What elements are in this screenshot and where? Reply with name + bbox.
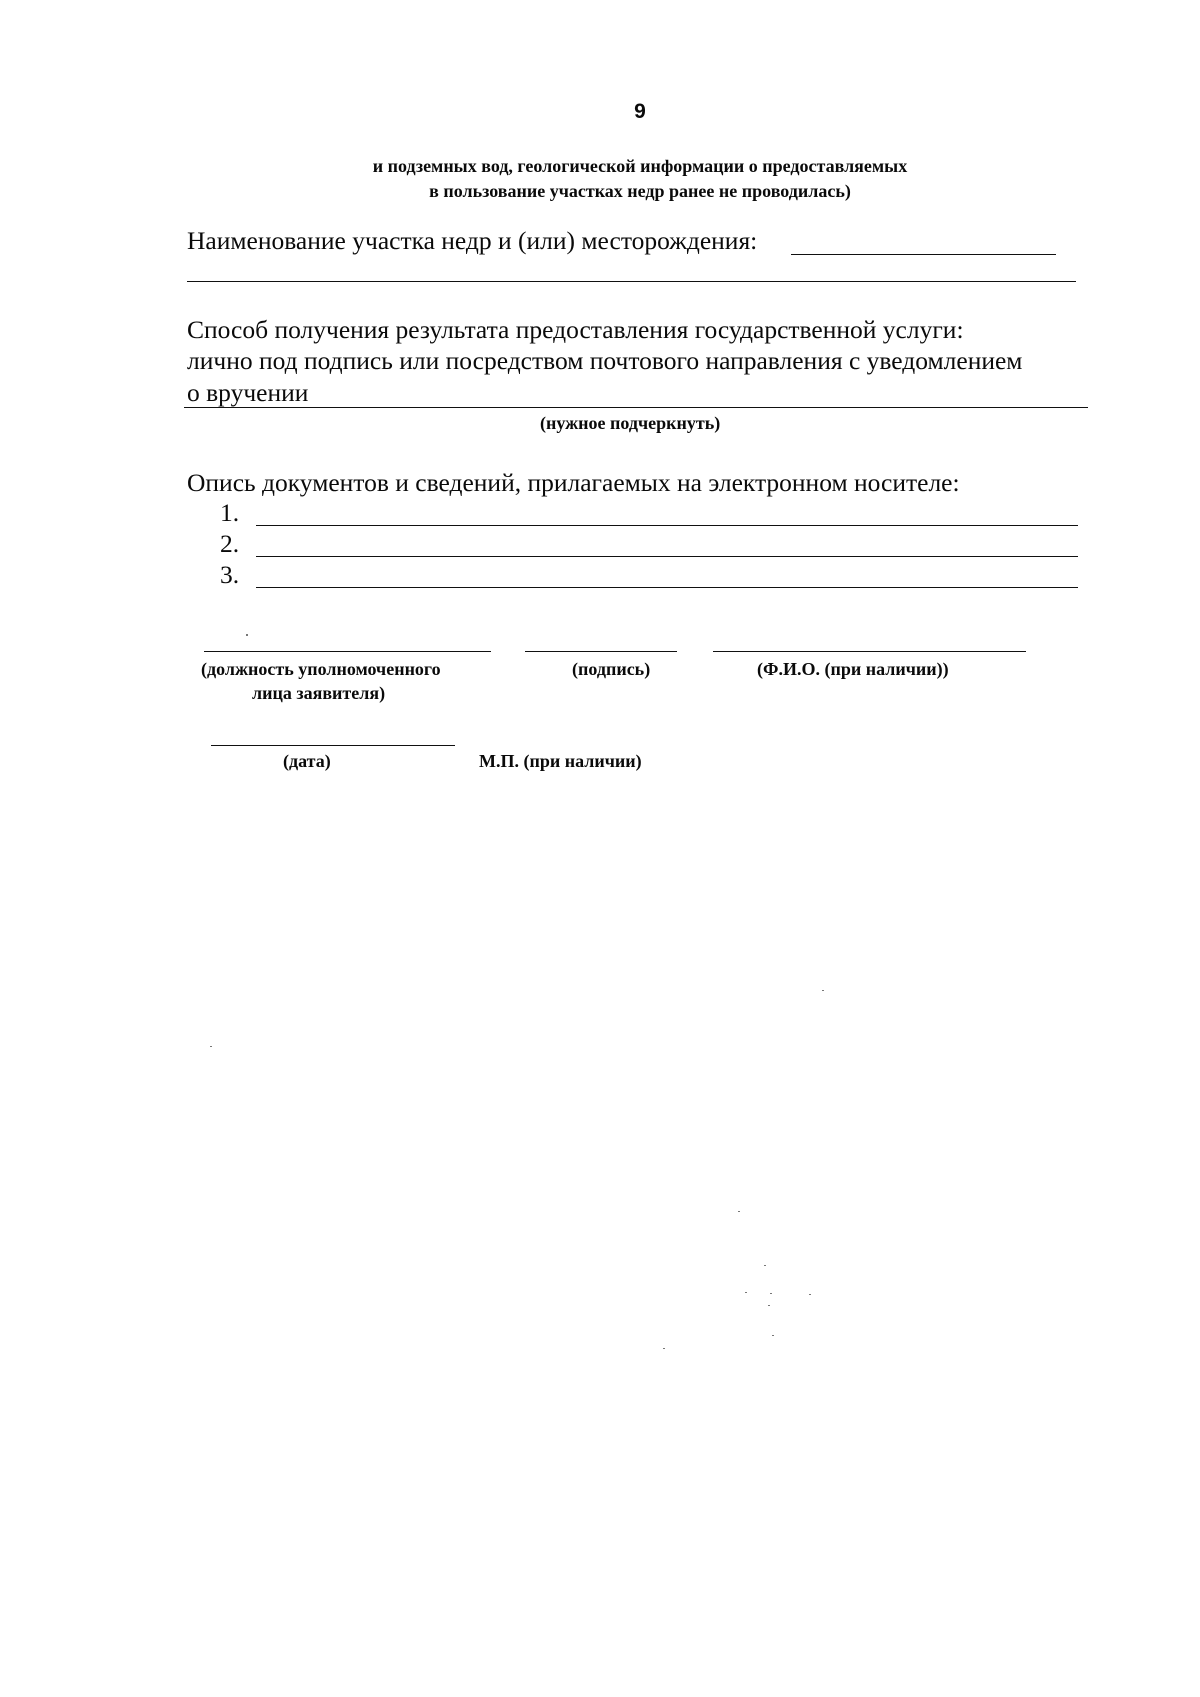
inventory-item-2-line[interactable] xyxy=(256,556,1078,557)
position-caption-line-2: лица заявителя) xyxy=(252,683,386,703)
signature-line[interactable] xyxy=(525,651,677,652)
subsoil-plot-label: Наименование участка недр и (или) месторождения: xyxy=(187,226,758,255)
scan-speck xyxy=(210,1046,212,1047)
header-note-line-1: и подземных вод, геологической информации о предоставляемых xyxy=(372,156,908,176)
inventory-item-number: 1. xyxy=(220,498,240,527)
result-method-line-1: Способ получения результата предоставления государственной услуги: xyxy=(187,315,964,344)
scan-speck xyxy=(663,1348,665,1349)
inventory-item-number: 2. xyxy=(220,529,240,558)
header-note xyxy=(300,154,980,204)
scan-speck xyxy=(246,634,248,636)
header-note-line-2: в пользование участках недр ранее не проводилась) xyxy=(429,181,851,201)
date-caption: (дата) xyxy=(283,751,331,771)
scan-speck xyxy=(822,990,824,991)
result-method-line-2: лично под подпись или посредством почтового направления с уведомлением xyxy=(187,346,1023,375)
inventory-item-3-line[interactable] xyxy=(256,587,1078,588)
scan-speck xyxy=(768,1305,770,1306)
scan-speck xyxy=(745,1292,747,1293)
stamp-caption: М.П. (при наличии) xyxy=(479,751,642,771)
inventory-title: Опись документов и сведений, прилагаемых на электронном носителе: xyxy=(187,468,960,497)
scan-speck xyxy=(772,1335,774,1336)
signature-caption: (подпись) xyxy=(572,659,651,679)
scan-speck xyxy=(770,1293,772,1294)
position-caption-line-1: (должность уполномоченного xyxy=(201,659,441,679)
position-line[interactable] xyxy=(204,651,491,652)
inventory-item-1-line[interactable] xyxy=(256,525,1078,526)
result-method-hint: (нужное подчеркнуть) xyxy=(540,413,721,433)
scan-speck xyxy=(738,1211,740,1212)
subsoil-plot-field-line-2[interactable] xyxy=(187,281,1076,282)
date-line[interactable] xyxy=(211,745,455,746)
result-method-line-3: о вручении xyxy=(187,378,309,407)
scan-speck xyxy=(809,1294,811,1295)
page-number: 9 xyxy=(634,100,646,123)
inventory-item-number: 3. xyxy=(220,560,240,589)
name-caption: (Ф.И.О. (при наличии)) xyxy=(757,659,949,679)
result-method-underline xyxy=(184,407,1088,408)
name-line[interactable] xyxy=(713,651,1026,652)
subsoil-plot-field-line-1[interactable] xyxy=(791,254,1056,255)
scan-speck xyxy=(764,1265,766,1266)
